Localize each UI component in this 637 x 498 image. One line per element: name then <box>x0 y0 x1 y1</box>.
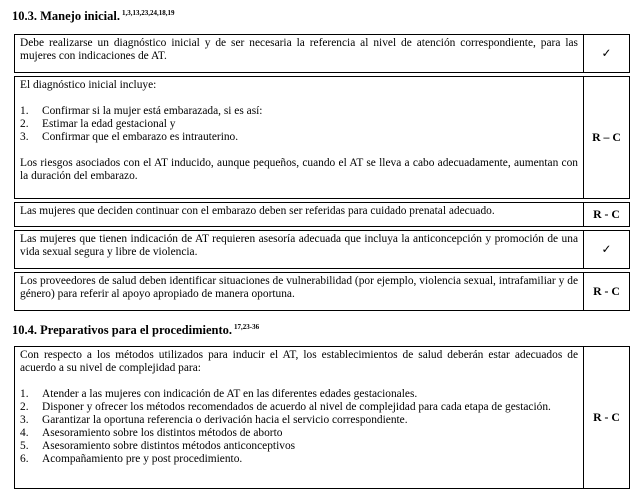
recommendations-table-preparativos <box>14 346 630 489</box>
diagnosis-outro: Los riesgos asociados con el AT inducido, aunque pequeños, cuando el AT se lleva a cabo adecuadamente, aumentan con la duración del embarazo. <box>20 157 578 182</box>
section-references: 17,23-36 <box>234 323 260 331</box>
recommendation-text-diagnostico <box>15 77 584 199</box>
section-heading-preparativos <box>12 319 259 338</box>
recommendations-table-manejo-inicial <box>14 34 630 311</box>
evidence-grade: R - C <box>584 273 630 311</box>
recommendation-text: Las mujeres que deciden continuar con el embarazo deben ser referidas para cuidado prenatal adecuado. <box>15 203 584 227</box>
check-icon: ✓ <box>584 231 630 269</box>
preparation-list <box>20 388 578 466</box>
table-row <box>15 273 630 311</box>
evidence-grade: R – C <box>584 77 630 199</box>
section-references: 1,3,13,23,24,18,19 <box>121 9 175 17</box>
list-item: 5. Asesoramiento sobre distintos métodos anticonceptivos <box>20 440 296 452</box>
table-row <box>15 347 630 489</box>
recommendation-text: Los proveedores de salud deben identificar situaciones de vulnerabilidad (por ejemplo, violencia sexual, intrafamiliar y de género) para referir al apoyo apropiado de manera oportuna. <box>15 273 584 311</box>
recommendation-text: Debe realizarse un diagnóstico inicial y de ser necesaria la referencia al nivel de atención correspondiente, para las mujeres con indicaciones de AT. <box>15 35 584 73</box>
list-item: 1. Atender a las mujeres con indicación de AT en las diferentes edades gestacionales. <box>20 388 418 400</box>
list-item: 3. Confirmar que el embarazo es intrauterino. <box>20 131 239 143</box>
section-title: 10.3. Manejo inicial. <box>12 9 120 23</box>
list-item: 1. Confirmar si la mujer está embarazada, si es así: <box>20 105 263 117</box>
list-item: 3. Garantizar la oportuna referencia o derivación hacia el servicio correspondiente. <box>20 414 408 426</box>
check-icon: ✓ <box>584 35 630 73</box>
list-item: 4. Asesoramiento sobre los distintos métodos de aborto <box>20 427 283 439</box>
table-row <box>15 35 630 73</box>
table-row <box>15 231 630 269</box>
diagnosis-intro: El diagnóstico inicial incluye: <box>20 79 157 91</box>
table-row <box>15 77 630 199</box>
recommendation-text: Las mujeres que tienen indicación de AT requieren asesoría adecuada que incluya la anticoncepción y promoción de una vida sexual segura y libre de violencia. <box>15 231 584 269</box>
table-row <box>15 203 630 227</box>
list-item: 2. Disponer y ofrecer los métodos recomendados de acuerdo al nivel de complejidad para cada etapa de gestación. <box>20 401 551 413</box>
list-item: 6. Acompañamiento pre y post procedimiento. <box>20 453 243 465</box>
diagnosis-list <box>20 105 578 144</box>
section-title: 10.4. Preparativos para el procedimiento. <box>12 323 232 337</box>
recommendation-text-preparativos <box>15 347 584 489</box>
preparation-intro: Con respecto a los métodos utilizados para inducir el AT, los establecimientos de salud deberán estar adecuados de acuerdo a su nivel de complejidad para: <box>20 349 578 374</box>
section-heading-manejo-inicial <box>12 5 174 24</box>
evidence-grade: R - C <box>584 347 630 489</box>
list-item: 2. Estimar la edad gestacional y <box>20 118 176 130</box>
evidence-grade: R - C <box>584 203 630 227</box>
